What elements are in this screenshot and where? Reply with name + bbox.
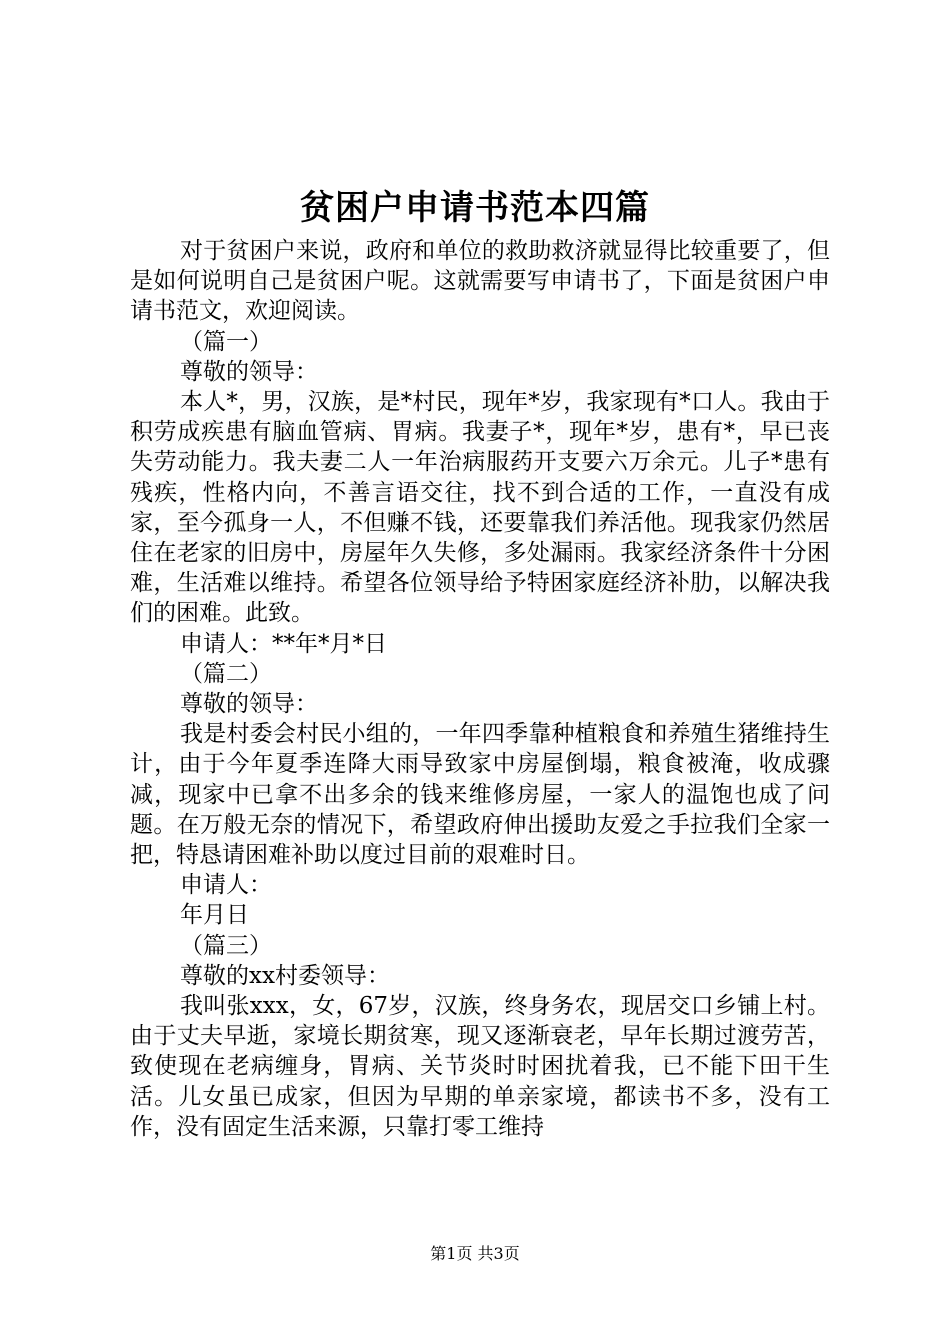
section-heading-3: （篇三） (180, 932, 272, 959)
intro-paragraph: 对于贫困户来说，政府和单位的救助救济就显得比较重要了，但是如何说明自己是贫困户呢。这就需要写申请书了，下面是贫困户申请书范文，欢迎阅读。 (130, 238, 830, 325)
salutation-2: 尊敬的领导： (180, 691, 318, 718)
signature-2: 申请人： (180, 872, 272, 899)
document-title: 贫困户申请书范本四篇 (300, 188, 650, 228)
letter-body-1: 本人*，男，汉族，是*村民，现年*岁，我家现有*口人。我由于积劳成疾患有脑血管病、胃病。我妻子*，现年*岁，患有*，早已丧失劳动能力。我夫妻二人一年治病服药开支要六万余元。儿子*患有残疾，性格内向，不善言语交往，找不到合适的工作，一直没有成家，至今孤身一人，不但赚不钱，还要靠我们养活他。现我家仍然居住在老家的旧房中，房屋年久失修，多处漏雨。我家经济条件十分困难，生活难以维持。希望各位领导给予特困家庭经济补肋，以解决我们的困难。此致。 (130, 389, 830, 627)
section-heading-1: （篇一） (180, 328, 272, 355)
page-footer: 第1页 共3页 (430, 1244, 520, 1263)
date-line-2: 年月日 (180, 902, 249, 929)
document-body (130, 236, 830, 1142)
letter-body-2: 我是村委会村民小组的，一年四季靠种植粮食和养殖生猪维持生计，由于今年夏季连降大雨导致家中房屋倒塌，粮食被淹，收成骤减，现家中已拿不出多余的钱来维修房屋，一家人的温饱也成了问题。在万般无奈的情况下，希望政府伸出援助友爱之手拉我们全家一把，特恳请困难补助以度过目前的艰难时日。 (130, 721, 830, 869)
letter-body-3: 我叫张xxx，女，67岁，汉族，终身务农，现居交口乡铺上村。由于丈夫早逝，家境长期贫寒，现又逐渐衰老，早年长期过渡劳苦，致使现在老病缠身，胃病、关节炎时时困扰着我，已不能下田干生活。儿女虽已成家，但因为早期的单亲家境，都读书不多，没有工作，没有固定生活来源，只靠打零工维持 (130, 993, 830, 1140)
salutation-3: 尊敬的xx村委领导： (180, 962, 390, 989)
signature-1: 申请人：**年*月*日 (180, 630, 387, 657)
section-heading-2: （篇二） (180, 660, 272, 687)
salutation-1: 尊敬的领导： (180, 358, 318, 385)
